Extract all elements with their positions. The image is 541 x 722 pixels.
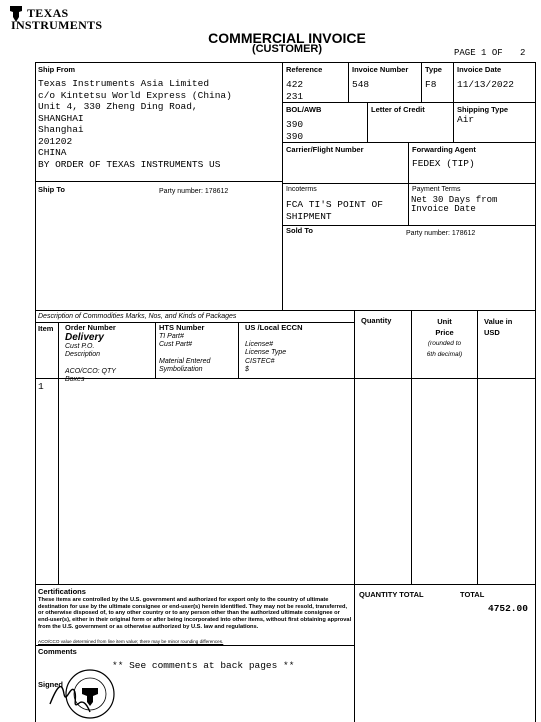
usd-label: USD <box>484 328 500 337</box>
ship-from-line: Texas Instruments Asia Limited <box>38 78 210 89</box>
decimal-label: 6th decimal) <box>426 351 463 358</box>
page-indicator <box>454 48 525 60</box>
incoterms-label: Incoterms <box>286 186 317 193</box>
signature-stamp-icon <box>48 664 118 722</box>
desc-header: Description of Commodities Marks, Nos, and Kinds of Packages <box>38 313 237 320</box>
ship-to-label: Ship To <box>38 185 65 194</box>
divider-soldto <box>282 225 536 226</box>
ship-to-party: Party number: 178612 <box>159 188 229 195</box>
divider-incoterms <box>282 183 409 184</box>
shipping-type-value: Air <box>457 114 475 125</box>
col-hts <box>159 324 210 375</box>
reference-value: 422 231 <box>286 79 304 102</box>
frame-left <box>35 62 36 722</box>
col-line-hts <box>155 322 156 378</box>
payment-terms-label: Payment Terms <box>412 186 461 193</box>
divider-ref-inv <box>348 62 349 102</box>
certifications-note: ACO/CCO value determined from line item value; there may be minor rounding differences. <box>38 639 224 644</box>
incoterms-value: FCA TI'S POINT OF SHIPMENT <box>286 199 383 222</box>
sold-to-party: Party number: 178612 <box>406 230 476 237</box>
ship-from-line: Shanghai <box>38 124 84 135</box>
col-line-qty <box>354 310 355 722</box>
comments-text: ** See comments at back pages ** <box>112 660 295 671</box>
ship-from-line: SHANGHAI <box>38 112 84 124</box>
material-entered-label: Material Entered <box>159 357 211 365</box>
divider-center <box>282 62 283 310</box>
invoice-date-value: 11/13/2022 <box>457 79 515 90</box>
forwarding-agent-label: Forwarding Agent <box>412 145 476 154</box>
ti-logo <box>8 4 103 32</box>
page-of-label: OF <box>491 48 503 58</box>
rounded-label: (rounded to <box>427 340 462 347</box>
description-label: Description <box>65 351 101 358</box>
type-label: Type <box>425 65 442 74</box>
reference-label: Reference <box>286 65 323 74</box>
type-value: F8 <box>425 79 437 90</box>
symbolization-label: Symbolization <box>159 366 203 373</box>
logo-text-line1: TEXAS <box>27 6 69 20</box>
page-label: PAGE <box>454 48 476 58</box>
col-eccn <box>245 324 303 375</box>
quantity-total-label: QUANTITY TOTAL <box>359 590 424 599</box>
ship-from-label: Ship From <box>38 65 76 74</box>
license-type-label: License Type <box>245 349 287 356</box>
invoice-subtitle: (CUSTOMER) <box>251 43 323 55</box>
row-item-number: 1 <box>38 381 44 392</box>
divider-bol-loc <box>367 102 368 142</box>
us-eccn-label: US /Local ECCN <box>245 323 303 332</box>
divider-row1 <box>282 102 536 103</box>
col-order <box>65 324 116 385</box>
invoice-title: COMMERCIAL INVOICE <box>208 30 366 46</box>
divider-cert-top <box>35 584 536 585</box>
boxes-label: Boxes <box>65 376 85 383</box>
order-number-label: Order Number <box>65 323 116 332</box>
invoice-number-value: 548 <box>352 79 370 90</box>
page-total: 2 <box>520 48 526 58</box>
logo-text-line2: INSTRUMENTS <box>11 18 103 32</box>
divider-table-top <box>35 310 536 311</box>
col-quantity: Quantity <box>361 316 392 325</box>
certifications-label: Certifications <box>38 587 86 596</box>
col-unit-price <box>412 316 477 360</box>
invoice-date-label: Invoice Date <box>457 65 502 74</box>
bol-value: 390 390 <box>286 119 304 142</box>
ship-from-line: c/o Kintetsu World Express (China) <box>38 89 232 101</box>
comments-label: Comments <box>38 647 77 656</box>
cust-po-label: Cust P.O. <box>65 342 95 350</box>
ship-from-address <box>38 78 232 170</box>
forwarding-agent-value: FEDEX (TIP) <box>412 158 475 169</box>
col-value <box>484 316 512 338</box>
signed-label: Signed <box>38 680 64 689</box>
col-item: Item <box>38 324 54 333</box>
total-label: TOTAL <box>460 590 485 599</box>
invoice-number-label: Invoice Number <box>352 65 409 74</box>
certifications-text: These items are controlled by the U.S. government and authorized for export only to the country of ultimate destination for use by the ultimate consignee or end-user(s) herein identified. They may not be resold, transferred, or otherwise disposed of, to any other country or to any person other than the authorized ultimate consignee or end-user(s), either in their original form or after being incorporated into other items, without first obtaining approval from the U.S. government or as otherwise authorized by U.S. law and regulations. <box>38 597 352 630</box>
bol-label: BOL/AWB <box>286 105 322 114</box>
license-label: License# <box>245 340 274 348</box>
total-value: 4752.00 <box>488 603 528 614</box>
shipping-type-label: Shipping Type <box>457 105 509 114</box>
divider-shipfrom <box>35 181 283 182</box>
divider-comments <box>35 645 355 646</box>
sold-to-label: Sold To <box>286 226 313 235</box>
ti-part-label: TI Part# <box>159 332 184 340</box>
col-line-value <box>477 310 478 584</box>
ship-from-line: BY ORDER OF TEXAS INSTRUMENTS US <box>38 158 221 170</box>
price-label: Price <box>435 328 454 337</box>
page-number: 1 <box>481 48 487 58</box>
carrier-label: Carrier/Flight Number <box>286 145 364 154</box>
cust-part-label: Cust Part# <box>159 341 193 348</box>
payment-terms-value: Net 30 Days from Invoice Date <box>411 195 498 214</box>
ship-from-line: Unit 4, 330 Zheng Ding Road, <box>38 101 198 112</box>
divider-row3 <box>408 183 536 184</box>
frame-right <box>535 62 536 722</box>
divider-inv-type <box>421 62 422 102</box>
aco-label: ACO/CCO: QTY <box>65 367 116 375</box>
col-line-item <box>58 322 59 584</box>
value-in-label: Value in <box>484 317 513 326</box>
col-line-eccn <box>238 322 239 378</box>
letter-of-credit-label: Letter of Credit <box>371 105 425 114</box>
unit-label: Unit <box>437 317 452 326</box>
ship-from-line: 201202 <box>38 135 73 147</box>
ship-from-line: CHINA <box>38 147 67 158</box>
delivery-label: Delivery <box>65 331 104 343</box>
dollar-label: $ <box>245 366 249 373</box>
frame-top <box>35 62 536 63</box>
hts-number-label: HTS Number <box>159 323 205 332</box>
cistec-label: CISTEC# <box>245 357 275 365</box>
divider-row2 <box>282 142 536 143</box>
